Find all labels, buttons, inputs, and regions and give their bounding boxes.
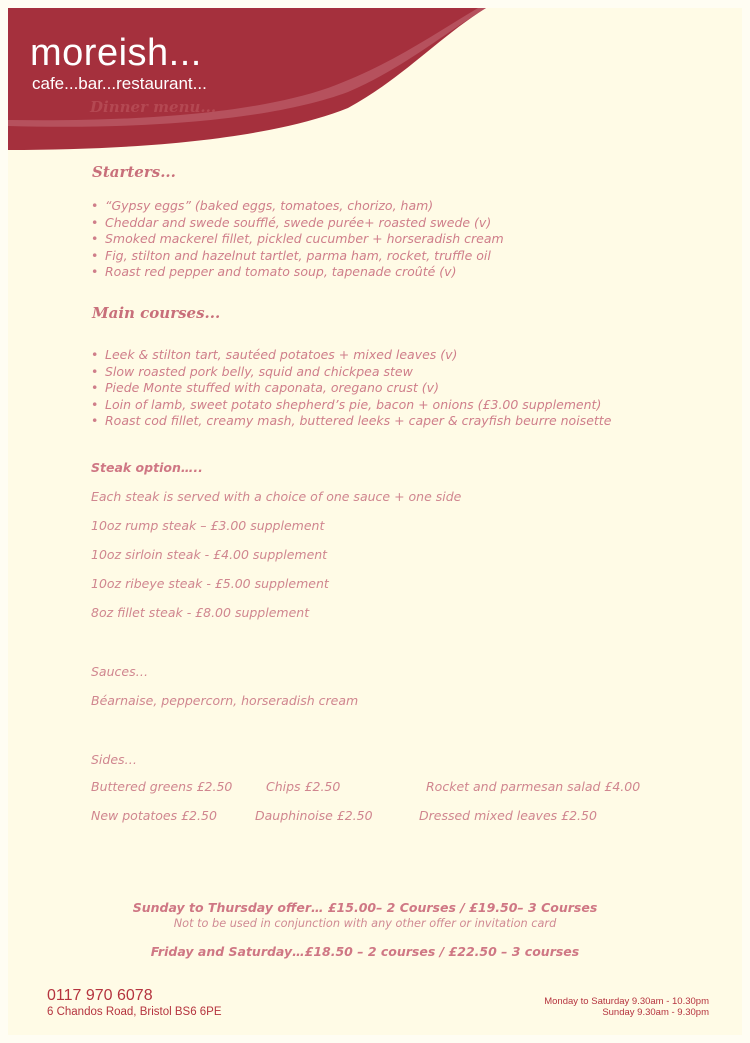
list-item: • Piede Monte stuffed with caponata, oregano crust (v) (88, 380, 611, 397)
restaurant-logo: moreish... (30, 32, 202, 74)
steak-option: 8oz fillet steak - £8.00 supplement (91, 605, 310, 620)
steak-option: 10oz rump steak – £3.00 supplement (91, 518, 325, 533)
mains-list (88, 347, 611, 430)
side-item: Rocket and parmesan salad £4.00 (426, 779, 641, 794)
address: 6 Chandos Road, Bristol BS6 6PE (47, 1006, 222, 1018)
opening-hours-sunday: Sunday 9.30am - 9.30pm (602, 1007, 709, 1018)
starters-heading: Starters... (92, 163, 176, 181)
restaurant-tagline: cafe...bar...restaurant... (32, 74, 207, 93)
list-item: • “Gypsy eggs” (baked eggs, tomatoes, chorizo, ham) (88, 198, 504, 215)
steak-option: 10oz sirloin steak - £4.00 supplement (91, 547, 328, 562)
sauces-heading: Sauces… (91, 664, 149, 679)
side-item: Buttered greens £2.50 (91, 779, 233, 794)
list-item: • Leek & stilton tart, sautéed potatoes + mixed leaves (v) (88, 347, 611, 364)
side-item: New potatoes £2.50 (91, 808, 217, 823)
list-item: • Smoked mackerel fillet, pickled cucumber + horseradish cream (88, 231, 504, 248)
list-item: • Loin of lamb, sweet potato shepherd’s pie, bacon + onions (£3.00 supplement) (88, 397, 611, 414)
menu-page (8, 8, 742, 1035)
list-item: • Roast red pepper and tomato soup, tapenade croûté (v) (88, 264, 504, 281)
steak-option: 10oz ribeye steak - £5.00 supplement (91, 576, 329, 591)
side-item: Dauphinoise £2.50 (255, 808, 373, 823)
opening-hours-weekdays: Monday to Saturday 9.30am - 10.30pm (544, 996, 709, 1007)
phone-number: 0117 970 6078 (47, 987, 153, 1004)
side-item: Dressed mixed leaves £2.50 (419, 808, 597, 823)
sides-heading: Sides… (91, 752, 138, 767)
sauces-list: Béarnaise, peppercorn, horseradish cream (91, 693, 359, 708)
steak-intro: Each steak is served with a choice of one sauce + one side (91, 489, 462, 504)
starters-list (88, 198, 504, 281)
weekday-offer: Sunday to Thursday offer… £15.00– 2 Courses / £19.50– 3 Courses (132, 900, 598, 915)
steak-heading: Steak option….. (91, 460, 203, 475)
list-item: • Cheddar and swede soufflé, swede purée+ roasted swede (v) (88, 215, 504, 232)
side-item: Chips £2.50 (266, 779, 341, 794)
list-item: • Roast cod fillet, creamy mash, buttered leeks + caper & crayfish beurre noisette (88, 413, 611, 430)
menu-title: Dinner menu... (90, 98, 217, 116)
mains-heading: Main courses... (92, 304, 221, 322)
weekend-offer: Friday and Saturday…£18.50 – 2 courses / £22.50 – 3 courses (150, 944, 580, 959)
weekday-offer-note: Not to be used in conjunction with any other offer or invitation card (173, 917, 557, 930)
list-item: • Fig, stilton and hazelnut tartlet, parma ham, rocket, truffle oil (88, 248, 504, 265)
list-item: • Slow roasted pork belly, squid and chickpea stew (88, 364, 611, 381)
